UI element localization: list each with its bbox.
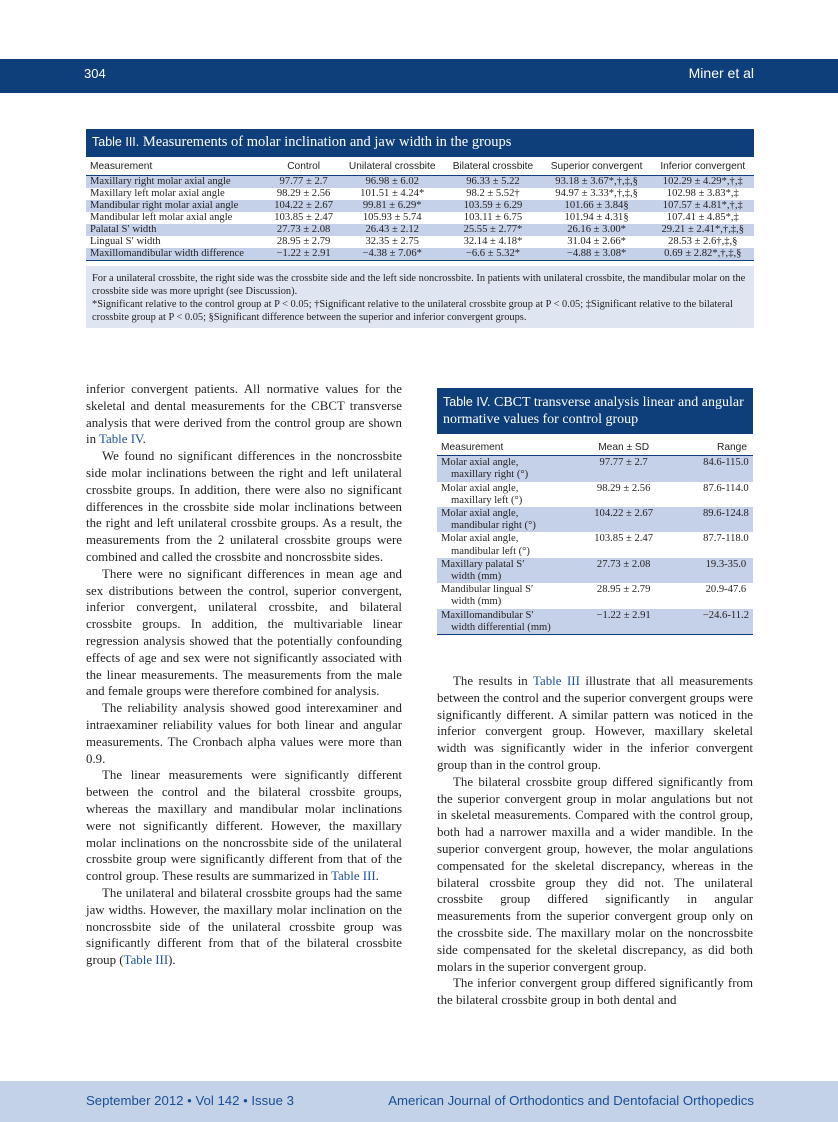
table-4-header: Range <box>673 434 753 456</box>
table-3-header: Inferior convergent <box>652 157 754 176</box>
table-cell: 103.59 ± 6.29 <box>463 200 523 211</box>
table-3 <box>86 129 754 328</box>
table-cell: −24.6-11.2 <box>673 609 753 635</box>
table-3-title: Measurements of molar inclination and jaw width in the groups <box>142 134 512 150</box>
table-3-footnote: For a unilateral crossbite, the right side was the crossbite side and the left side noncrossbite. In patients with unilateral crossbite, the mandibular molar on the crossbite side was more upright (see Discussion). <box>92 273 746 297</box>
table-3-footnote: *Significant relative to the control group at P < 0.05; †Significant relative to the unilateral crossbite group at P < 0.05; ‡Significant relative to the bilateral crossbite group at P < 0.05; §Significant difference between the superior and inferior convergent groups. <box>92 299 733 323</box>
table-cell: 102.98 ± 3.83*,‡ <box>666 188 739 199</box>
table-3-header: Superior convergent <box>542 157 652 176</box>
table-4-header: Measurement <box>437 434 574 456</box>
table-cell: 32.14 ± 4.18* <box>463 236 523 247</box>
measure-line: width (mm) <box>451 571 502 583</box>
table-cell: 98.29 ± 2.56 <box>276 188 331 199</box>
table-cell: 19.3-35.0 <box>705 558 747 570</box>
table-cell: 29.21 ± 2.41*,†,‡,§ <box>661 224 745 235</box>
table-cell: 28.53 ± 2.6†,‡,§ <box>668 236 738 247</box>
table-cell: Mandibular left molar axial angle <box>90 212 233 223</box>
measure-line: Maxillomandibular S′ <box>441 609 534 621</box>
table-cell: 98.29 ± 2.56 <box>596 482 651 494</box>
table-row <box>86 248 754 261</box>
table-cell <box>437 482 574 507</box>
paragraph: The bilateral crossbite group differed significantly from the superior convergent group in molar angulations but not in skeletal measurements. Compared with the control group, both had a narrower maxilla and a wider mandible. In the superior convergent group, however, the molar angulations compensated for the skeletal discrepancy, whereas in the bilateral crossbite group they did not. The unilateral crossbite group differed significantly in angular measurements from the superior convergent group only on the crossbite side. The maxillary molar on the noncrossbite side compensated for the skeletal discrepancy, as did both molars in the superior convergent group. <box>437 774 753 974</box>
table-cell: 101.66 ± 3.84§ <box>564 200 629 211</box>
table-cell: 26.16 ± 3.00* <box>567 224 626 235</box>
table-cell: 107.41 ± 4.85*,‡ <box>666 212 739 223</box>
table-4-header: Mean ± SD <box>574 434 672 456</box>
table-3-grid <box>86 157 754 261</box>
paragraph: There were no significant differences in mean age and sex distributions between the control, superior convergent, inferior convergent, unilateral crossbite, and bilateral crossbite groups. In addition, the multivariable linear regression analysis showed that the potentially confounding effects of age and sex were not significantly associated with the linear measurements. The measurements from the male and female groups were therefore combined for analysis. <box>86 566 402 699</box>
table-cell: 103.85 ± 2.47 <box>594 533 654 545</box>
table-cell: 84.6-115.0 <box>703 457 749 469</box>
table-4-caption <box>437 388 753 434</box>
table-cell: −6.6 ± 5.32* <box>444 248 541 261</box>
text-run: . <box>375 869 379 884</box>
measure-line: width (mm) <box>451 596 502 608</box>
table-row <box>437 609 753 635</box>
table-cell <box>437 583 574 608</box>
text-run: illustrate that all measurements between the control and the superior convergent groups were significantly different. A similar pattern was noticed in the inferior convergent group. However, maxillary skeletal width was significantly wider in the inferior convergent group than in the control group. <box>437 674 753 772</box>
table-cell: 99.81 ± 6.29* <box>362 200 422 211</box>
table-cell: −4.88 ± 3.08* <box>542 248 652 261</box>
measure-line: mandibular left (°) <box>451 545 530 557</box>
measure-line: Maxillary palatal S′ <box>441 558 525 570</box>
table-4-grid <box>437 434 753 635</box>
table-row <box>437 583 753 608</box>
right-column-text <box>437 673 753 1009</box>
paragraph: The reliability analysis showed good interexaminer and intraexaminer reliability values for both linear and angular measurements. The Cronbach alpha values were more than 0.9. <box>86 701 402 766</box>
table-3-header: Measurement <box>86 157 267 176</box>
table-row <box>86 176 754 189</box>
table-cell: Mandibular right molar axial angle <box>90 200 239 211</box>
table-row <box>437 456 753 482</box>
table-cell: 89.6-124.8 <box>702 508 749 520</box>
measure-line: Molar axial angle, <box>441 508 519 520</box>
table-4-title: CBCT transverse analysis linear and angular normative values for control group <box>443 395 744 427</box>
paragraph <box>86 381 402 448</box>
table-3-label: Table III. <box>92 135 140 149</box>
measure-line: Molar axial angle, <box>441 533 519 545</box>
journal-name: American Journal of Orthodontics and Dentofacial Orthopedics <box>388 1093 754 1108</box>
measure-line: Mandibular lingual S′ <box>441 584 534 596</box>
table-cell: −1.22 ± 2.91 <box>574 609 672 635</box>
table-3-link[interactable]: Table III <box>533 674 580 688</box>
table-3-link[interactable]: Table III <box>123 953 169 968</box>
table-cell: −4.38 ± 7.06* <box>340 248 444 261</box>
table-cell <box>437 609 574 635</box>
table-cell <box>437 532 574 557</box>
measure-line: maxillary left (°) <box>451 494 523 506</box>
table-cell: 26.43 ± 2.12 <box>365 224 419 235</box>
table-3-caption <box>86 129 754 157</box>
table-cell: 27.73 ± 2.08 <box>596 558 651 570</box>
page-number: 304 <box>84 66 106 81</box>
table-3-footnotes <box>86 266 754 328</box>
table-3-header: Bilateral crossbite <box>444 157 541 176</box>
table-cell: 102.29 ± 4.29*,†,‡ <box>662 176 743 187</box>
table-cell: 94.97 ± 3.33*,†,‡,§ <box>555 188 638 199</box>
measure-line: width differential (mm) <box>451 621 551 633</box>
table-4 <box>437 388 753 635</box>
table-cell: 0.69 ± 2.82*,†,‡,§ <box>652 248 754 261</box>
table-row <box>86 212 754 224</box>
table-cell: 96.33 ± 5.22 <box>466 176 520 187</box>
table-cell: 104.22 ± 2.67 <box>594 508 654 520</box>
table-cell: 101.51 ± 4.24* <box>360 188 425 199</box>
table-cell <box>437 456 574 482</box>
table-row <box>437 532 753 557</box>
table-cell: Palatal S′ width <box>90 224 157 235</box>
text-run: ). <box>168 953 176 968</box>
table-cell: 25.55 ± 2.77* <box>463 224 523 235</box>
table-cell: 97.77 ± 2.7 <box>279 176 328 187</box>
table-cell: Maxillomandibular width difference <box>86 248 267 261</box>
measure-line: mandibular right (°) <box>451 520 536 532</box>
table-cell <box>437 558 574 583</box>
table-cell <box>437 507 574 532</box>
table-row <box>86 200 754 212</box>
paragraph <box>86 767 402 885</box>
table-cell: 104.22 ± 2.67 <box>274 200 334 211</box>
paragraph: We found no significant differences in the noncrossbite side molar inclinations between the right and left unilateral crossbite groups. In addition, there were also no significant differences in the crossbite side molar inclinations between the right and left unilateral crossbite groups. As a result, the measurements from the 2 unilateral crossbite groups were combined and called the crossbite and noncrossbite sides. <box>86 449 402 564</box>
table-cell: 107.57 ± 4.81*,†,‡ <box>662 200 743 211</box>
table-cell: 28.95 ± 2.79 <box>596 584 651 596</box>
paragraph <box>86 885 402 969</box>
text-run: The results in <box>453 674 534 688</box>
table-cell: 103.11 ± 6.75 <box>463 212 523 223</box>
table-cell: −1.22 ± 2.91 <box>267 248 340 261</box>
table-cell: 93.18 ± 3.67*,†,‡,§ <box>555 176 638 187</box>
left-column-text <box>86 381 402 969</box>
table-cell: Lingual S′ width <box>90 236 161 247</box>
table-cell: 105.93 ± 5.74 <box>362 212 422 223</box>
measure-line: maxillary right (°) <box>451 469 529 481</box>
table-3-header: Unilateral crossbite <box>340 157 444 176</box>
table-3-header: Control <box>267 157 340 176</box>
table-cell: 101.94 ± 4.31§ <box>564 212 629 223</box>
measure-line: Molar axial angle, <box>441 482 519 494</box>
table-cell: 31.04 ± 2.66* <box>567 236 626 247</box>
paragraph <box>437 673 753 774</box>
table-4-link[interactable]: Table IV <box>99 432 143 447</box>
text-run: The linear measurements were significantly different between the control and the bilateral crossbite groups, whereas the maxillary and mandibular molar inclinations were not significantly different. However, the maxillary molar inclinations on the noncrossbite side of the unilateral crossbite group were significantly different from that of the control group. These results are summarized in <box>86 768 402 884</box>
table-cell: Maxillary right molar axial angle <box>90 176 231 187</box>
table-cell: Maxillary left molar axial angle <box>90 188 225 199</box>
table-row <box>86 224 754 236</box>
table-cell: 97.77 ± 2.7 <box>599 457 648 469</box>
table-row <box>437 507 753 532</box>
table-row <box>437 482 753 507</box>
table-row <box>437 558 753 583</box>
table-cell: 28.95 ± 2.79 <box>276 236 331 247</box>
measure-line: Molar axial angle, <box>441 457 519 469</box>
table-4-label: Table IV. <box>443 395 491 409</box>
text-run: . <box>142 432 146 447</box>
table-cell: 103.85 ± 2.47 <box>274 212 334 223</box>
table-cell: 96.98 ± 6.02 <box>365 176 419 187</box>
text-run: inferior convergent patients. All normative values for the skeletal and dental measurements for the CBCT transverse analysis that were derived from the control group are shown in <box>86 382 402 447</box>
text-run: The unilateral and bilateral crossbite groups had the same jaw widths. However, the maxillary molar inclination on the noncrossbite side of the unilateral crossbite group was significantly different from that of the bilateral crossbite group ( <box>86 885 402 968</box>
paragraph: The inferior convergent group differed significantly from the bilateral crossbite group in both dental and <box>437 976 753 1008</box>
table-cell: 87.7-118.0 <box>703 533 749 545</box>
table-row <box>86 236 754 248</box>
table-cell: 20.9-47.6 <box>705 584 747 596</box>
table-3-link[interactable]: Table III <box>331 869 376 884</box>
table-cell: 98.2 ± 5.52† <box>466 188 520 199</box>
table-cell: 87.6-114.0 <box>703 482 749 494</box>
running-head: Miner et al <box>688 65 754 81</box>
issue-info: September 2012 • Vol 142 • Issue 3 <box>86 1093 294 1108</box>
table-row <box>86 188 754 200</box>
table-cell: 32.35 ± 2.75 <box>365 236 419 247</box>
table-cell: 27.73 ± 2.08 <box>276 224 331 235</box>
